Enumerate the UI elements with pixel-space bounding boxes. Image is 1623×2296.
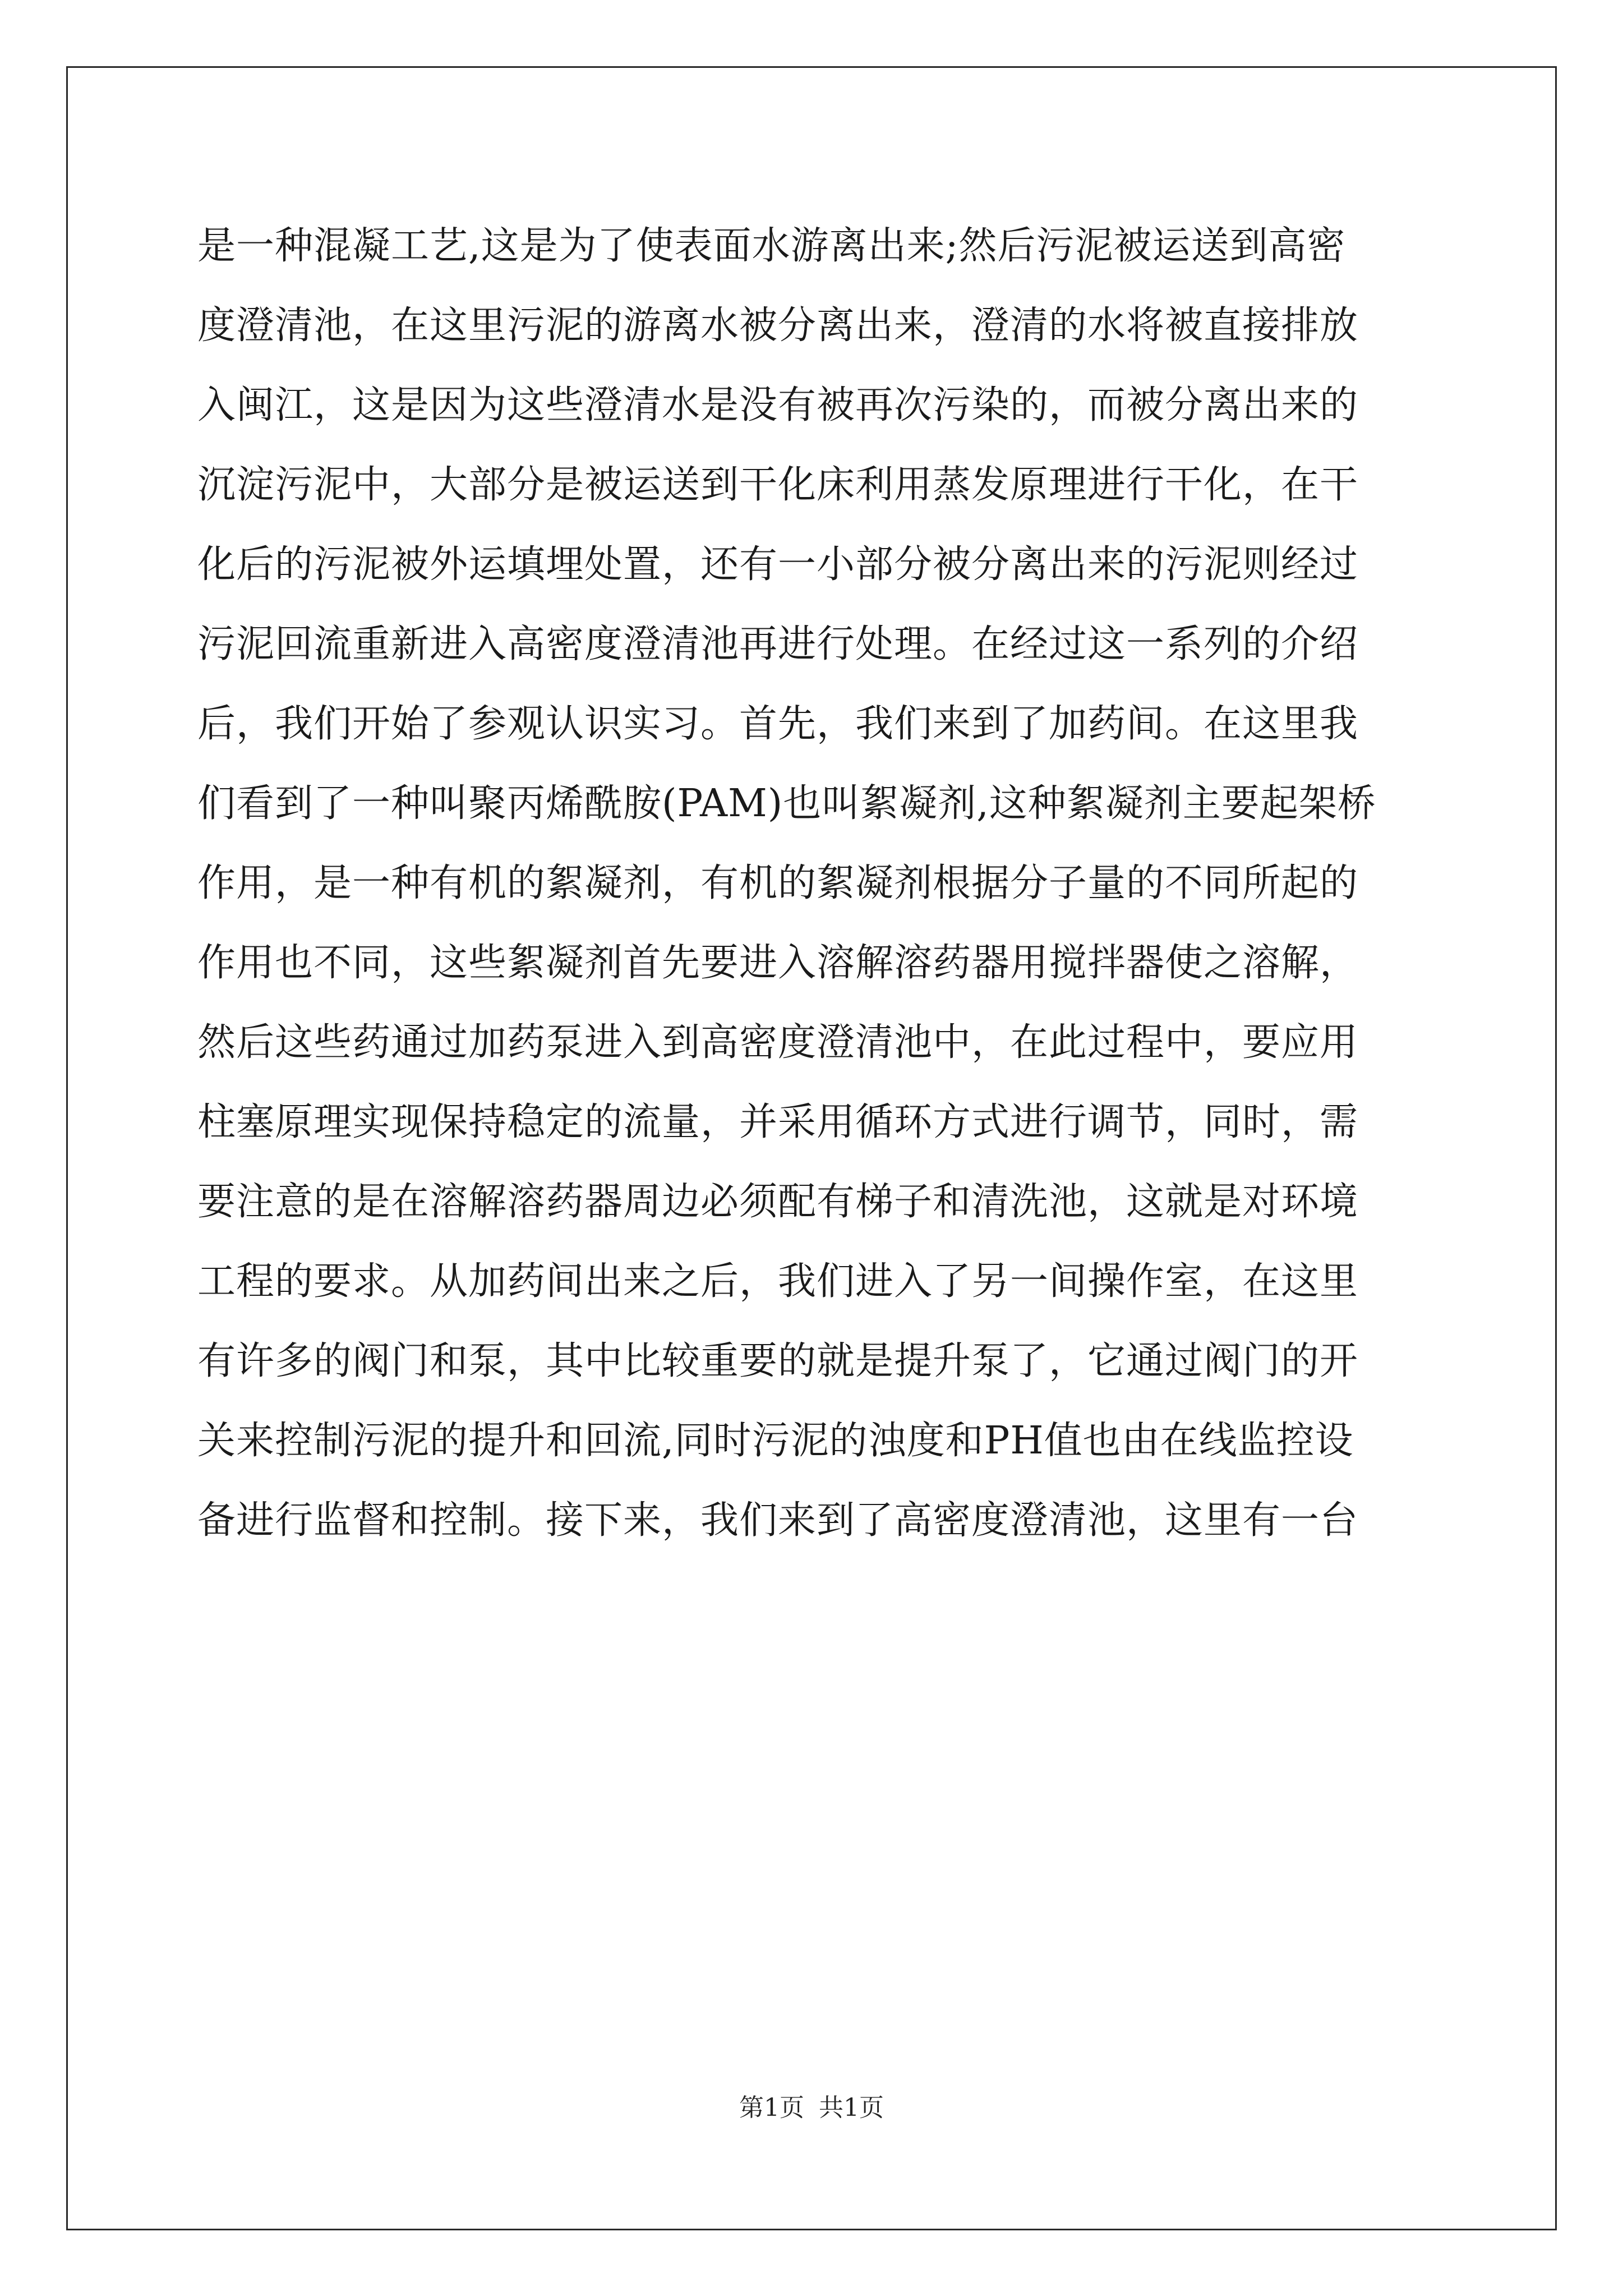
total-pages: 共1页 [819,2093,884,2122]
text-line: 污泥回流重新进入高密度澄清池再进行处理。在经过这一系列的介绍 [197,622,1359,666]
text-line: 入闽江，这是因为这些澄清水是没有被再次污染的，而被分离出来的 [197,383,1359,427]
text-line: 有许多的阀门和泵，其中比较重要的就是提升泵了，它通过阀门的开 [197,1339,1359,1383]
text-line: 备进行监督和控制。接下来，我们来到了高密度澄清池，这里有一台 [197,1498,1359,1543]
text-line: 作用，是一种有机的絮凝剂，有机的絮凝剂根据分子量的不同所起的 [197,861,1359,905]
text-line: 是一种混凝工艺,这是为了使表面水游离出来;然后污泥被运送到高密 [197,224,1346,268]
text-line: 关来控制污泥的提升和回流,同时污泥的浊度和PH值也由在线监控设 [197,1419,1354,1463]
text-line: 工程的要求。从加药间出来之后，我们进入了另一间操作室，在这里 [197,1259,1359,1304]
document-body [197,206,1431,1561]
text-line: 化后的污泥被外运填埋处置，还有一小部分被分离出来的污泥则经过 [197,542,1359,587]
text-line: 作用也不同，这些絮凝剂首先要进入溶解溶药器用搅拌器使之溶解， [197,941,1359,985]
text-line: 后，我们开始了参观认识实习。首先，我们来到了加药间。在这里我 [197,702,1359,746]
text-line: 沉淀污泥中，大部分是被运送到干化床利用蒸发原理进行干化，在干 [197,463,1359,507]
page-footer [0,2091,1623,2125]
text-line: 们看到了一种叫聚丙烯酰胺(PAM)也叫絮凝剂,这种絮凝剂主要起架桥 [197,781,1376,826]
text-line: 度澄清池，在这里污泥的游离水被分离出来，澄清的水将被直接排放 [197,303,1359,348]
text-line: 然后这些药通过加药泵进入到高密度澄清池中，在此过程中，要应用 [197,1020,1359,1065]
current-page-number: 第1页 [739,2093,804,2122]
text-line: 柱塞原理实现保持稳定的流量，并采用循环方式进行调节，同时，需 [197,1100,1359,1144]
text-line: 要注意的是在溶解溶药器周边必须配有梯子和清洗池，这就是对环境 [197,1180,1359,1224]
